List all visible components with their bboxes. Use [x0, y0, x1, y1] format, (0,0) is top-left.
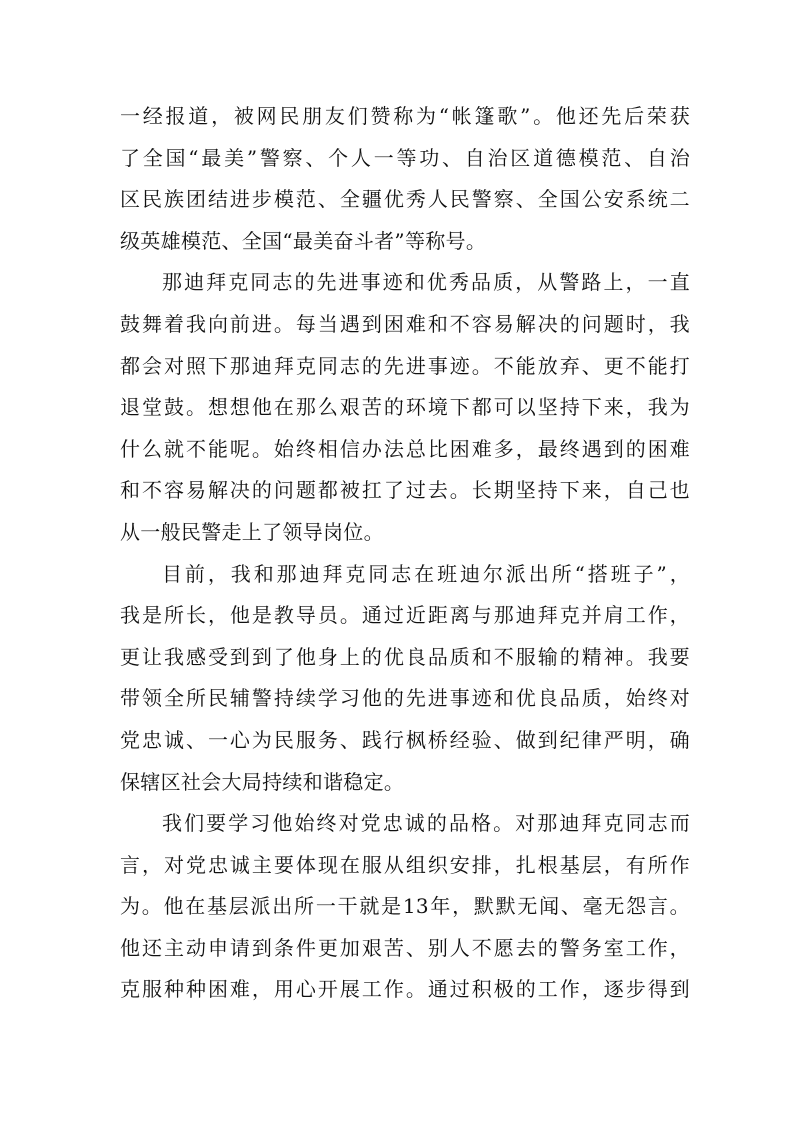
- text-line: 党忠诚、一心为民服务、践行枫桥经验、做到纪律严明，确: [120, 727, 690, 752]
- text-line: 退堂鼓。想想他在那么艰苦的环境下都可以坚持下来，我为: [120, 395, 690, 420]
- text-line: 他还主动申请到条件更加艰苦、别人不愿去的警务室工作，: [120, 935, 690, 960]
- text-line: 了全国“最美”警察、个人一等功、自治区道德模范、自治: [120, 145, 690, 170]
- text-line: 一经报道，被网民朋友们赞称为“帐篷歌”。他还先后荣获: [120, 104, 690, 128]
- text-line: 目前，我和那迪拜克同志在班迪尔派出所“搭班子”，: [162, 561, 690, 586]
- text-line: 从一般民警走上了领导岗位。: [120, 519, 384, 544]
- body-text: [120, 96, 690, 1011]
- text-line: 鼓舞着我向前进。每当遇到困难和不容易解决的问题时，我: [120, 311, 690, 336]
- text-line: 带领全所民辅警持续学习他的先进事迹和优良品质，始终对: [120, 686, 690, 711]
- text-line: 级英雄模范、全国“最美奋斗者”等称号。: [120, 228, 487, 253]
- text-line: 为。他在基层派出所一干就是13年，默默无闻、毫无怨言。: [120, 894, 690, 919]
- text-line: 和不容易解决的问题都被扛了过去。长期坚持下来，自己也: [120, 478, 690, 503]
- text-line: 区民族团结进步模范、全疆优秀人民警察、全国公安系统二: [120, 187, 690, 212]
- text-line: 言，对党忠诚主要体现在服从组织安排，扎根基层，有所作: [120, 852, 690, 877]
- text-line: 克服种种困难，用心开展工作。通过积极的工作，逐步得到: [120, 977, 690, 1002]
- text-line: 保辖区社会大局持续和谐稳定。: [120, 769, 405, 794]
- text-line: 那迪拜克同志的先进事迹和优秀品质，从警路上，一直: [162, 270, 690, 295]
- text-line: 什么就不能呢。始终相信办法总比困难多，最终遇到的困难: [120, 436, 690, 461]
- text-line: 我们要学习他始终对党忠诚的品格。对那迪拜克同志而: [162, 811, 690, 836]
- text-line: 更让我感受到到了他身上的优良品质和不服输的精神。我要: [120, 644, 690, 669]
- text-line: 我是所长，他是教导员。通过近距离与那迪拜克并肩工作，: [120, 603, 690, 628]
- text-line: 都会对照下那迪拜克同志的先进事迹。不能放弃、更不能打: [120, 353, 690, 378]
